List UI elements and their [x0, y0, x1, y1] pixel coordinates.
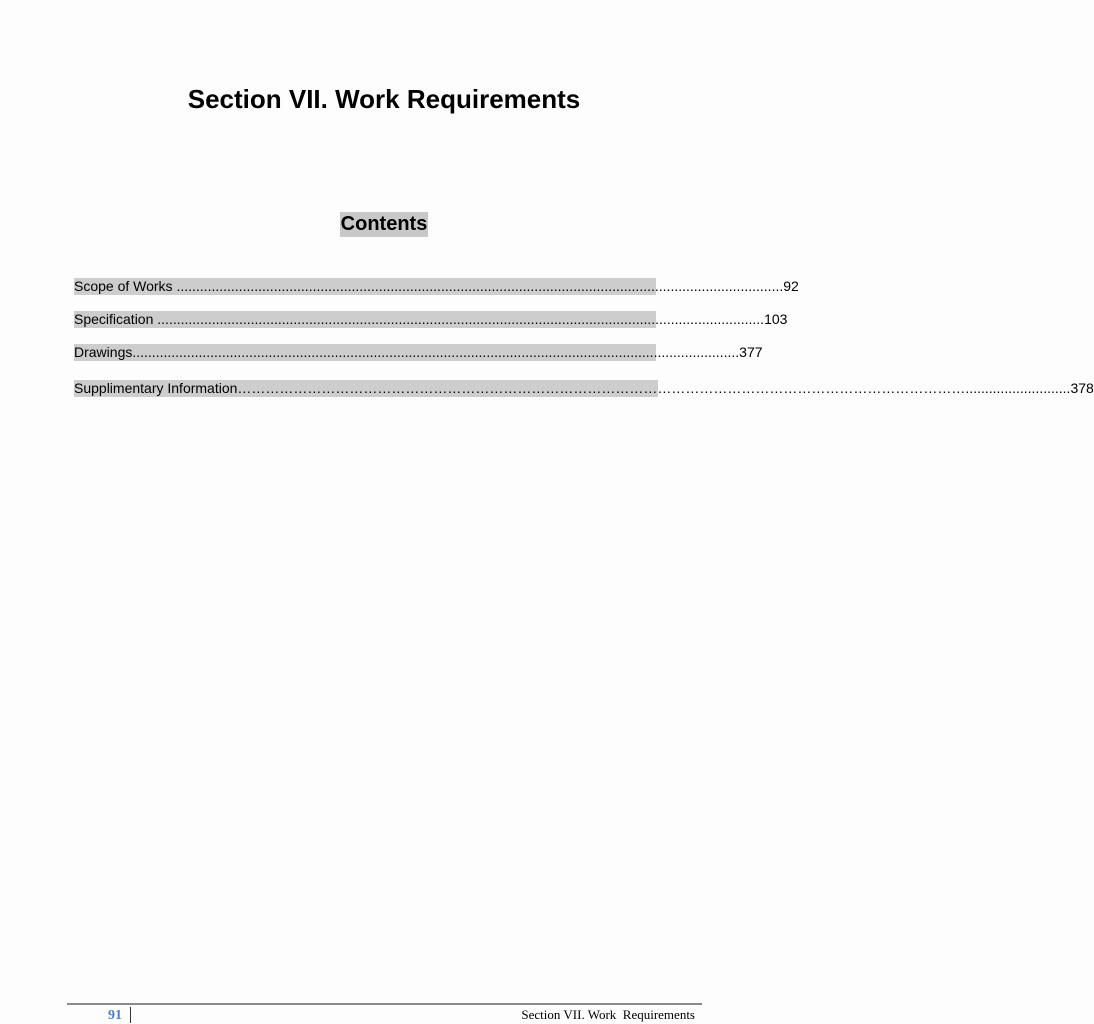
footer-page-number: 91 [108, 1008, 122, 1023]
toc-dot-leader: ............................................................................................................................................................ [172, 278, 784, 294]
page-title: Section VII. Work Requirements [187, 84, 581, 114]
toc-entry-label: Specification [74, 311, 154, 327]
toc-dot-leader: ............................................................................................................................................................ [153, 311, 765, 327]
contents-heading-container [0, 212, 768, 237]
toc-dot-leader: ............................................................................................................................................................ [132, 344, 740, 360]
footer-rule [67, 1003, 702, 1005]
toc-entry-page: 377 [739, 344, 763, 360]
toc-entry-drawings[interactable] [74, 344, 763, 361]
footer-section-title: Section VII. Work Requirements [521, 1007, 695, 1022]
toc-entry-label: Drawings [74, 344, 133, 360]
toc-entry-label: Supplimentary Information [74, 380, 238, 396]
footer-divider [130, 1007, 131, 1023]
toc-entry-label: Scope of Works [74, 278, 173, 294]
toc-entry-specification[interactable] [74, 311, 788, 328]
toc-entry-page: 378 [1070, 380, 1094, 396]
contents-heading: Contents [340, 213, 428, 235]
toc-entry-supplimentary-information[interactable] [74, 380, 1094, 397]
toc-entry-scope-of-works[interactable] [74, 278, 799, 295]
toc-dot-leader: …………………………………………………………………………………………………………………………………………........................... [237, 380, 1071, 396]
toc-entry-page: 103 [764, 311, 788, 327]
toc-entry-page: 92 [783, 278, 799, 294]
